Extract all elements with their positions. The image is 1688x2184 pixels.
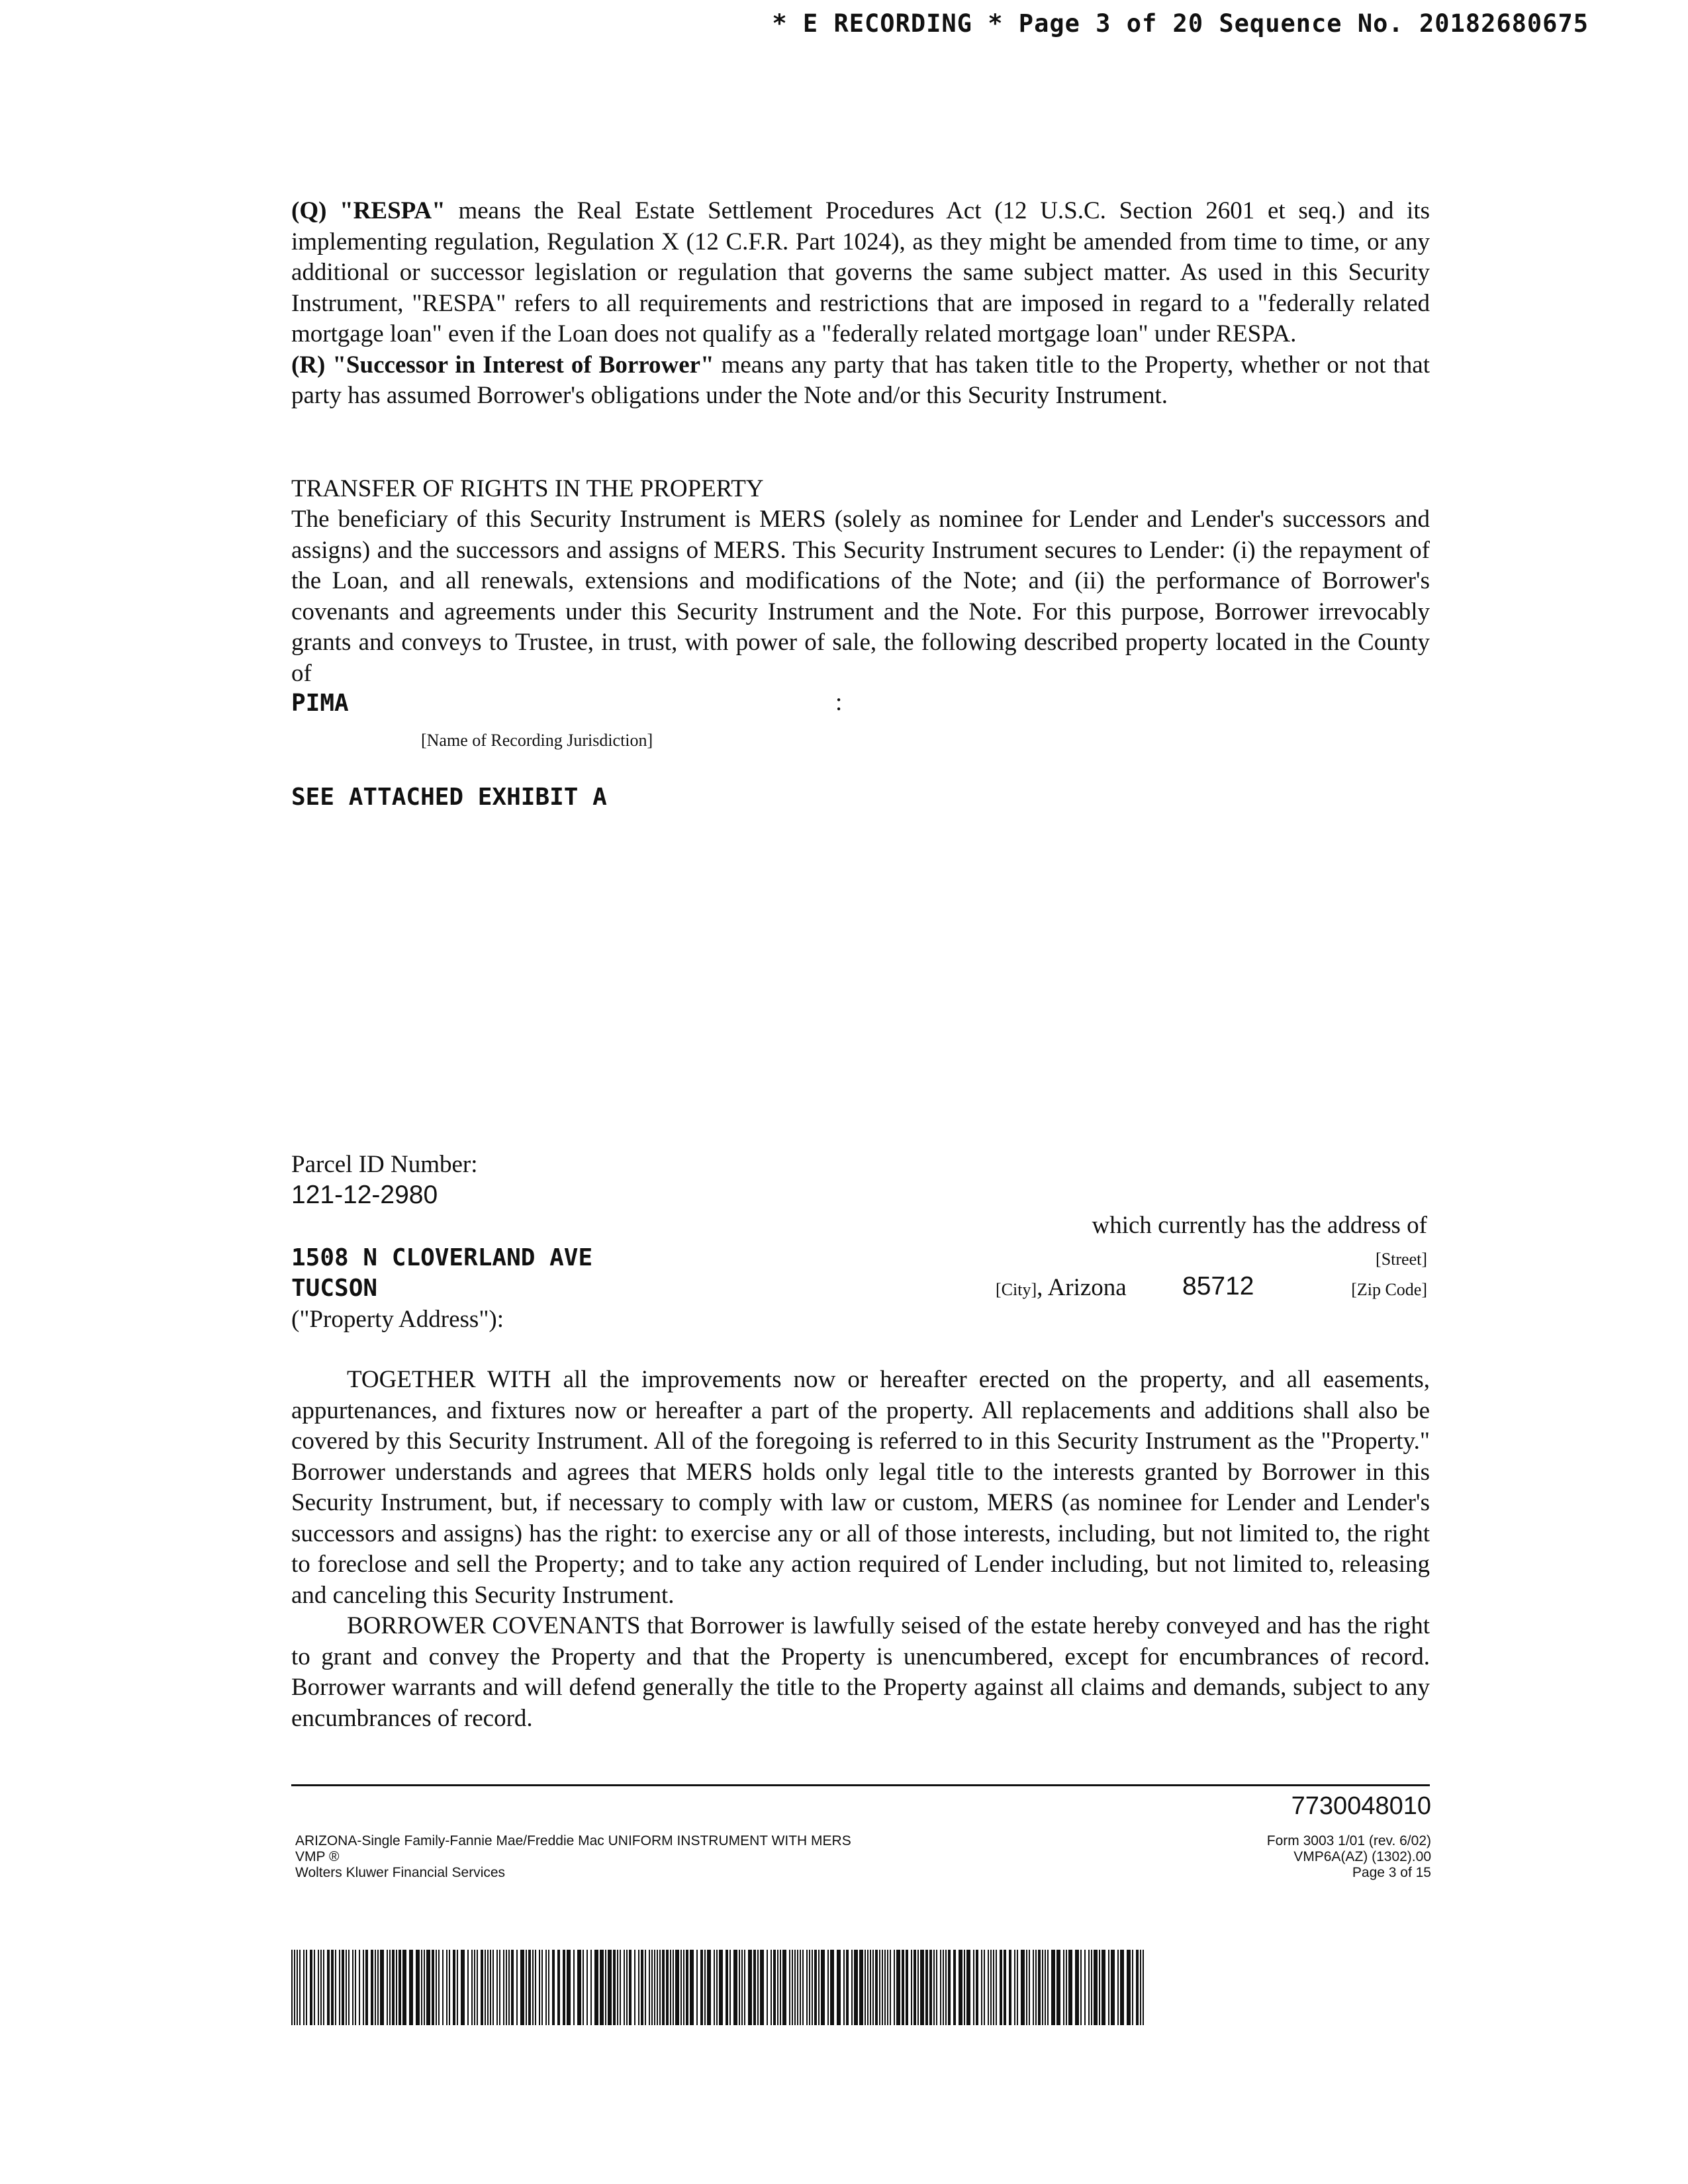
barcode-bar bbox=[940, 1950, 941, 2025]
barcode-bar bbox=[421, 1950, 422, 2025]
barcode-bar bbox=[1009, 1950, 1011, 2025]
state-value: , Arizona bbox=[1037, 1274, 1127, 1301]
barcode-bar bbox=[649, 1950, 650, 2025]
barcode-bar bbox=[943, 1950, 944, 2025]
barcode-bar bbox=[352, 1950, 353, 2025]
barcode-bar bbox=[651, 1950, 653, 2025]
barcode-bar bbox=[291, 1950, 293, 2025]
barcode-bar bbox=[802, 1950, 804, 2025]
barcode-bar bbox=[1014, 1950, 1015, 2025]
barcode-bar bbox=[511, 1950, 514, 2025]
barcode-bar bbox=[496, 1950, 498, 2025]
barcode-bar bbox=[782, 1950, 786, 2025]
barcode-bar bbox=[528, 1950, 531, 2025]
barcode-bar bbox=[396, 1950, 397, 2025]
barcode-bar bbox=[539, 1950, 540, 2025]
barcode-bar bbox=[1094, 1950, 1098, 2025]
barcode-bar bbox=[432, 1950, 434, 2025]
transfer-heading: TRANSFER OF RIGHTS IN THE PROPERTY bbox=[291, 475, 764, 502]
barcode-bar bbox=[563, 1950, 565, 2025]
barcode-bar bbox=[600, 1950, 604, 2025]
barcode-bar bbox=[797, 1950, 798, 2025]
barcode-bar bbox=[654, 1950, 655, 2025]
barcode-bar bbox=[657, 1950, 658, 2025]
barcode-bar bbox=[320, 1950, 322, 2025]
barcode-bar bbox=[359, 1950, 360, 2025]
barcode-bar bbox=[1143, 1950, 1144, 2025]
barcode-bar bbox=[662, 1950, 665, 2025]
definition-q-marker: (Q) bbox=[291, 197, 327, 224]
barcode-bar bbox=[1021, 1950, 1025, 2025]
loan-number: 7730048010 bbox=[1291, 1792, 1431, 1820]
barcode-bar bbox=[686, 1950, 688, 2025]
definition-q-text: means the Real Estate Settlement Procedures Act (12 U.S.C. Section 2601 et seq.) and its implementing regulation, Regulation X (12 C.F.R. Part 1024), as they might be amended from time to time, or any additional or successor legislation or regulation that governs the same subject matter. As used in this Security Instrument, "RESPA" refers to all requirements and restrictions that are imposed in regard to a "federally related mortgage loan" even if the Loan does not qualify as a "federally related mortgage loan" under RESPA. bbox=[291, 197, 1430, 347]
form-number: Form 3003 1/01 (rev. 6/02) bbox=[1266, 1833, 1431, 1848]
barcode-bar bbox=[890, 1950, 891, 2025]
barcode-bar bbox=[335, 1950, 336, 2025]
barcode-bar bbox=[453, 1950, 455, 2025]
definition-r-marker: (R) bbox=[291, 351, 326, 379]
barcode-bar bbox=[700, 1950, 703, 2025]
barcode-bar bbox=[818, 1950, 820, 2025]
barcode-bar bbox=[733, 1950, 737, 2025]
barcode-bar bbox=[348, 1950, 350, 2025]
barcode-bar bbox=[894, 1950, 895, 2025]
barcode-bar bbox=[297, 1950, 298, 2025]
barcode-bar bbox=[605, 1950, 606, 2025]
barcode-bar bbox=[594, 1950, 598, 2025]
definition-q-term: "RESPA" bbox=[340, 197, 445, 224]
barcode-bar bbox=[520, 1950, 524, 2025]
barcode-bar bbox=[583, 1950, 584, 2025]
publisher: Wolters Kluwer Financial Services bbox=[295, 1865, 506, 1880]
barcode-bar bbox=[867, 1950, 868, 2025]
barcode-bar bbox=[552, 1950, 555, 2025]
barcode-bar bbox=[457, 1950, 458, 2025]
barcode-bar bbox=[879, 1950, 880, 2025]
barcode-bar bbox=[976, 1950, 978, 2025]
barcode-bar bbox=[323, 1950, 324, 2025]
barcode-bar bbox=[1047, 1950, 1049, 2025]
barcode-bar bbox=[777, 1950, 778, 2025]
barcode-bar bbox=[306, 1950, 307, 2025]
barcode-bar bbox=[1099, 1950, 1100, 2025]
definition-r-text: means any party that has taken title to the Property, whether or not that party has assumed Borrower's obligations under the Note and/or this Security Instrument. bbox=[291, 351, 1430, 409]
barcode-bar bbox=[753, 1950, 756, 2025]
barcode-bar bbox=[675, 1950, 679, 2025]
barcode-bar bbox=[426, 1950, 430, 2025]
barcode-bar bbox=[789, 1950, 790, 2025]
barcode-bar bbox=[917, 1950, 919, 2025]
barcode-bar bbox=[984, 1950, 985, 2025]
barcode-bar bbox=[342, 1950, 344, 2025]
barcode-bar bbox=[1120, 1950, 1124, 2025]
barcode bbox=[291, 1950, 1145, 2025]
barcode-bar bbox=[1051, 1950, 1055, 2025]
barcode-bar bbox=[310, 1950, 312, 2025]
barcode-bar bbox=[331, 1950, 334, 2025]
barcode-bar bbox=[477, 1950, 478, 2025]
barcode-bar bbox=[590, 1950, 592, 2025]
barcode-bar bbox=[964, 1950, 965, 2025]
barcode-bar bbox=[318, 1950, 319, 2025]
borrower-covenants-paragraph: BORROWER COVENANTS that Borrower is lawfully seised of the estate hereby conveyed and has the right to grant and convey the Property and that the Property is unencumbered, except for encumbrances of record. Borrower warrants and will defend generally the title to the Property against all claims and demands, subject to any encumbrances of record. bbox=[291, 1612, 1430, 1732]
barcode-bar bbox=[925, 1950, 928, 2025]
barcode-bar bbox=[409, 1950, 413, 2025]
barcode-bar bbox=[882, 1950, 883, 2025]
barcode-bar bbox=[446, 1950, 447, 2025]
barcode-bar bbox=[613, 1950, 616, 2025]
barcode-bar bbox=[481, 1950, 483, 2025]
definition-r-term: "Successor in Interest of Borrower" bbox=[332, 351, 714, 379]
barcode-bar bbox=[327, 1950, 330, 2025]
transfer-text: The beneficiary of this Security Instrument is MERS (solely as nominee for Lender and Lender's successors and assigns) and the successors and assigns of MERS. This Security Instrument secures to Lender: (i) the repayment of the Loan, and all renewals, extensions and modifications of the Note; and (ii) the performance of Borrower's covenants and agreements under this Security Instrument and the Note. For this purpose, Borrower irrevocably grants and conveys to Trustee, in trust, with power of sale, the following described property located in the County of bbox=[291, 506, 1430, 687]
barcode-bar bbox=[806, 1950, 808, 2025]
barcode-bar bbox=[389, 1950, 391, 2025]
barcode-bar bbox=[557, 1950, 560, 2025]
barcode-bar bbox=[506, 1950, 507, 2025]
barcode-bar bbox=[375, 1950, 376, 2025]
barcode-bar bbox=[760, 1950, 764, 2025]
barcode-bar bbox=[1111, 1950, 1115, 2025]
form-code: VMP6A(AZ) (1302).00 bbox=[1293, 1849, 1431, 1864]
barcode-bar bbox=[714, 1950, 715, 2025]
barcode-bar bbox=[794, 1950, 796, 2025]
zip-label: [Zip Code] bbox=[1351, 1280, 1427, 1299]
barcode-bar bbox=[993, 1950, 994, 2025]
barcode-bar bbox=[487, 1950, 489, 2025]
barcode-bar bbox=[800, 1950, 801, 2025]
barcode-bar bbox=[988, 1950, 989, 2025]
barcode-bar bbox=[757, 1950, 759, 2025]
barcode-bar bbox=[365, 1950, 368, 2025]
barcode-bar bbox=[346, 1950, 347, 2025]
barcode-bar bbox=[1029, 1950, 1030, 2025]
legal-description: SEE ATTACHED EXHIBIT A bbox=[291, 784, 607, 811]
together-section bbox=[291, 1365, 1430, 1734]
barcode-bar bbox=[1108, 1950, 1109, 2025]
barcode-bar bbox=[1066, 1950, 1067, 2025]
barcode-bar bbox=[729, 1950, 731, 2025]
barcode-bar bbox=[726, 1950, 728, 2025]
barcode-bar bbox=[865, 1950, 866, 2025]
barcode-bar bbox=[467, 1950, 469, 2025]
barcode-bar bbox=[1127, 1950, 1131, 2025]
parcel-id-number: 121-12-2980 bbox=[291, 1181, 438, 1209]
barcode-bar bbox=[953, 1950, 956, 2025]
barcode-bar bbox=[843, 1950, 845, 2025]
barcode-bar bbox=[1004, 1950, 1006, 2025]
property-address-label: ("Property Address"): bbox=[291, 1306, 504, 1333]
barcode-bar bbox=[1042, 1950, 1043, 2025]
address-intro: which currently has the address of bbox=[1092, 1212, 1427, 1239]
barcode-bar bbox=[1000, 1950, 1002, 2025]
barcode-bar bbox=[996, 1950, 997, 2025]
barcode-bar bbox=[387, 1950, 388, 2025]
barcode-bar bbox=[516, 1950, 518, 2025]
barcode-bar bbox=[666, 1950, 669, 2025]
barcode-bar bbox=[363, 1950, 364, 2025]
barcode-bar bbox=[716, 1950, 718, 2025]
barcode-bar bbox=[492, 1950, 494, 2025]
form-info-right bbox=[1267, 1833, 1431, 1881]
definition-r bbox=[291, 350, 1430, 412]
barcode-bar bbox=[837, 1950, 841, 2025]
barcode-bar bbox=[792, 1950, 793, 2025]
barcode-bar bbox=[339, 1950, 340, 2025]
barcode-bar bbox=[399, 1950, 401, 2025]
barcode-bar bbox=[1026, 1950, 1027, 2025]
barcode-bar bbox=[704, 1950, 706, 2025]
barcode-bar bbox=[911, 1950, 912, 2025]
barcode-bar bbox=[959, 1950, 962, 2025]
barcode-bar bbox=[767, 1950, 768, 2025]
barcode-bar bbox=[875, 1950, 878, 2025]
county-value: PIMA bbox=[291, 690, 349, 717]
barcode-bar bbox=[973, 1950, 974, 2025]
barcode-bar bbox=[739, 1950, 740, 2025]
barcode-bar bbox=[638, 1950, 639, 2025]
barcode-bar bbox=[896, 1950, 900, 2025]
barcode-bar bbox=[719, 1950, 723, 2025]
barcode-bar bbox=[1102, 1950, 1105, 2025]
barcode-bar bbox=[821, 1950, 825, 2025]
barcode-bar bbox=[624, 1950, 625, 2025]
barcode-bar bbox=[1033, 1950, 1034, 2025]
barcode-bar bbox=[707, 1950, 711, 2025]
barcode-bar bbox=[438, 1950, 440, 2025]
barcode-bar bbox=[1075, 1950, 1079, 2025]
barcode-bar bbox=[380, 1950, 384, 2025]
barcode-bar bbox=[355, 1950, 356, 2025]
barcode-bar bbox=[314, 1950, 315, 2025]
footer-rule bbox=[291, 1784, 1430, 1786]
barcode-bar bbox=[948, 1950, 951, 2025]
barcode-bar bbox=[299, 1950, 301, 2025]
barcode-bar bbox=[471, 1950, 473, 2025]
barcode-bar bbox=[851, 1950, 853, 2025]
barcode-bar bbox=[634, 1950, 635, 2025]
barcode-bar bbox=[914, 1950, 916, 2025]
barcode-bar bbox=[945, 1950, 947, 2025]
jurisdiction-label: [Name of Recording Jurisdiction] bbox=[421, 731, 653, 750]
barcode-bar bbox=[294, 1950, 295, 2025]
barcode-bar bbox=[1136, 1950, 1139, 2025]
barcode-bar bbox=[990, 1950, 992, 2025]
barcode-bar bbox=[402, 1950, 406, 2025]
barcode-bar bbox=[474, 1950, 475, 2025]
definitions-section bbox=[291, 196, 1430, 412]
barcode-bar bbox=[608, 1950, 612, 2025]
barcode-bar bbox=[1035, 1950, 1037, 2025]
city-label: [City] bbox=[996, 1280, 1037, 1299]
barcode-bar bbox=[532, 1950, 534, 2025]
barcode-bar bbox=[526, 1950, 527, 2025]
barcode-bar bbox=[748, 1950, 752, 2025]
barcode-bar bbox=[577, 1950, 581, 2025]
barcode-bar bbox=[884, 1950, 886, 2025]
barcode-bar bbox=[424, 1950, 425, 2025]
barcode-bar bbox=[887, 1950, 888, 2025]
barcode-bar bbox=[442, 1950, 444, 2025]
barcode-bar bbox=[645, 1950, 646, 2025]
barcode-bar bbox=[371, 1950, 373, 2025]
barcode-bar bbox=[490, 1950, 491, 2025]
barcode-bar bbox=[573, 1950, 575, 2025]
barcode-bar bbox=[683, 1950, 684, 2025]
street-value: 1508 N CLOVERLAND AVE bbox=[291, 1244, 593, 1271]
form-page: Page 3 of 15 bbox=[1352, 1865, 1431, 1880]
vmp-mark: VMP ® bbox=[295, 1849, 340, 1864]
barcode-bar bbox=[545, 1950, 547, 2025]
definition-q bbox=[291, 196, 1430, 350]
barcode-bar bbox=[548, 1950, 549, 2025]
barcode-bar bbox=[629, 1950, 632, 2025]
barcode-bar bbox=[780, 1950, 781, 2025]
barcode-bar bbox=[741, 1950, 743, 2025]
barcode-bar bbox=[771, 1950, 772, 2025]
barcode-bar bbox=[906, 1950, 908, 2025]
barcode-bar bbox=[626, 1950, 628, 2025]
barcode-bar bbox=[680, 1950, 682, 2025]
form-info-left bbox=[295, 1833, 851, 1881]
barcode-bar bbox=[641, 1950, 643, 2025]
barcode-bar bbox=[436, 1950, 437, 2025]
barcode-bar bbox=[1091, 1950, 1092, 2025]
barcode-bar bbox=[846, 1950, 849, 2025]
barcode-bar bbox=[933, 1950, 935, 2025]
barcode-bar bbox=[508, 1950, 510, 2025]
barcode-bar bbox=[1132, 1950, 1133, 2025]
barcode-bar bbox=[461, 1950, 465, 2025]
barcode-bar bbox=[936, 1950, 937, 2025]
barcode-bar bbox=[690, 1950, 694, 2025]
barcode-bar bbox=[1068, 1950, 1072, 2025]
barcode-bar bbox=[744, 1950, 745, 2025]
barcode-bar bbox=[670, 1950, 671, 2025]
barcode-bar bbox=[1117, 1950, 1119, 2025]
barcode-bar bbox=[503, 1950, 504, 2025]
barcode-bar bbox=[854, 1950, 858, 2025]
barcode-bar bbox=[449, 1950, 450, 2025]
barcode-bar bbox=[1017, 1950, 1018, 2025]
together-with-paragraph: TOGETHER WITH all the improvements now or hereafter erected on the property, and all easements, appurtenances, and fixtures now or hereafter a part of the property. All replacements and additions shall also be covered by this Security Instrument. All of the foregoing is referred to in this Security Instrument as the "Property." Borrower understands and agrees that MERS holds only legal title to the interests granted by Borrower in this Security Instrument, but, if necessary to comply with law or custom, MERS (as nominee for Lender and Lender's successors and assigns) has the right: to exercise any or all of those interests, including, but not limited to, the right to foreclose and sell the Property; and to take any action required of Lender including, but not limited to, releasing and canceling this Security Instrument. bbox=[291, 1366, 1430, 1609]
city-value: TUCSON bbox=[291, 1275, 378, 1302]
barcode-bar bbox=[1063, 1950, 1064, 2025]
barcode-bar bbox=[535, 1950, 536, 2025]
barcode-bar bbox=[485, 1950, 486, 2025]
city-state-line bbox=[996, 1273, 1127, 1302]
barcode-bar bbox=[1084, 1950, 1086, 2025]
zip-value: 85712 bbox=[1182, 1272, 1254, 1300]
barcode-bar bbox=[870, 1950, 871, 2025]
barcode-bar bbox=[620, 1950, 621, 2025]
parcel-id-label: Parcel ID Number: bbox=[291, 1151, 478, 1178]
barcode-bar bbox=[377, 1950, 379, 2025]
county-colon: : bbox=[835, 689, 843, 716]
barcode-bar bbox=[1038, 1950, 1041, 2025]
barcode-bar bbox=[812, 1950, 813, 2025]
barcode-bar bbox=[696, 1950, 698, 2025]
barcode-bar bbox=[902, 1950, 904, 2025]
barcode-bar bbox=[827, 1950, 829, 2025]
barcode-bar bbox=[773, 1950, 776, 2025]
barcode-bar bbox=[392, 1950, 395, 2025]
barcode-bar bbox=[1045, 1950, 1046, 2025]
barcode-bar bbox=[1056, 1950, 1060, 2025]
barcode-bar bbox=[830, 1950, 834, 2025]
barcode-bar bbox=[617, 1950, 618, 2025]
barcode-bar bbox=[1140, 1950, 1141, 2025]
barcode-bar bbox=[673, 1950, 674, 2025]
barcode-bar bbox=[586, 1950, 588, 2025]
barcode-bar bbox=[303, 1950, 305, 2025]
barcode-bar bbox=[659, 1950, 661, 2025]
barcode-bar bbox=[541, 1950, 543, 2025]
barcode-bar bbox=[567, 1950, 571, 2025]
barcode-bar bbox=[809, 1950, 810, 2025]
transfer-section bbox=[291, 474, 1430, 689]
barcode-bar bbox=[1080, 1950, 1082, 2025]
form-title: ARIZONA-Single Family-Fannie Mae/Freddie Mac UNIFORM INSTRUMENT WITH MERS bbox=[295, 1833, 851, 1848]
barcode-bar bbox=[966, 1950, 970, 2025]
barcode-bar bbox=[920, 1950, 924, 2025]
barcode-bar bbox=[872, 1950, 874, 2025]
barcode-bar bbox=[499, 1950, 500, 2025]
barcode-bar bbox=[814, 1950, 817, 2025]
recording-header: * E RECORDING * Page 3 of 20 Sequence No. 20182680675 bbox=[772, 9, 1589, 38]
barcode-bar bbox=[859, 1950, 863, 2025]
street-label: [Street] bbox=[1376, 1250, 1427, 1269]
barcode-bar bbox=[929, 1950, 932, 2025]
barcode-bar bbox=[1088, 1950, 1090, 2025]
barcode-bar bbox=[416, 1950, 420, 2025]
barcode-bar bbox=[981, 1950, 982, 2025]
